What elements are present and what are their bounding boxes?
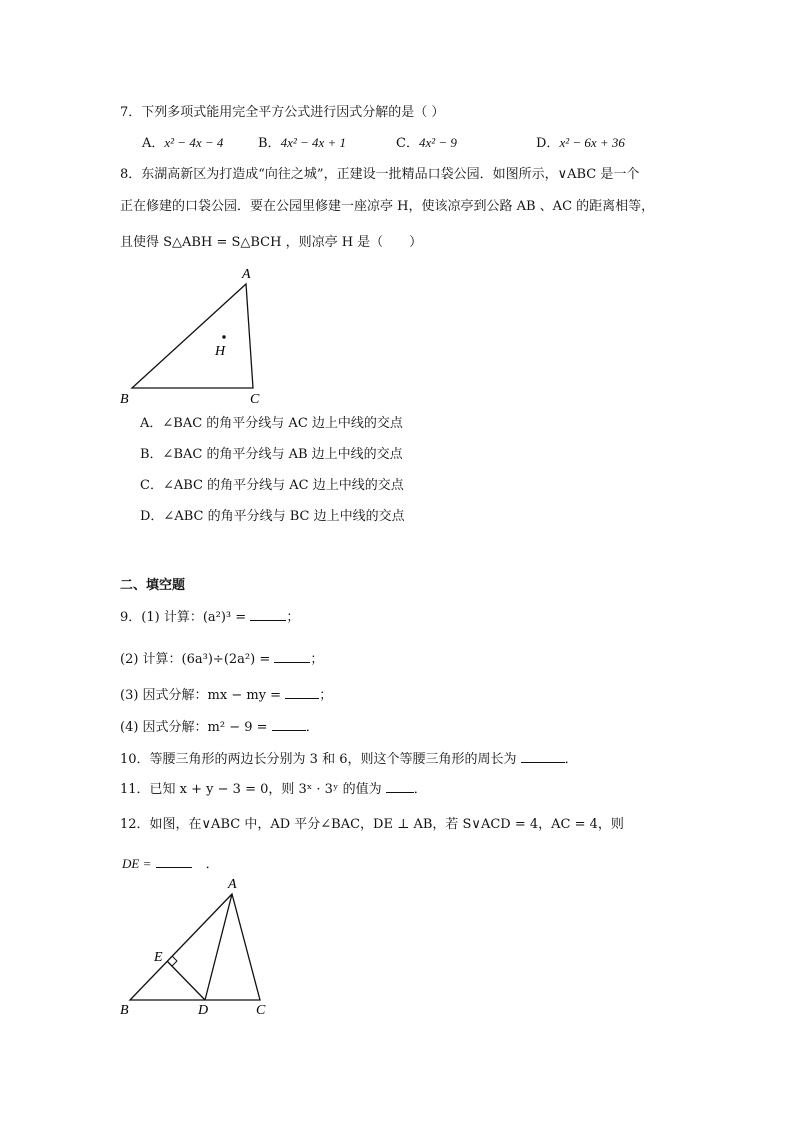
q7-option-c[interactable] — [396, 134, 457, 153]
right-angle-mark — [172, 956, 177, 966]
q11-end: ． — [413, 782, 427, 797]
answer-blank[interactable] — [250, 608, 286, 621]
answer-blank[interactable] — [272, 718, 306, 731]
label-c: C — [256, 1003, 266, 1018]
q8-line3: 且使得 S△ABH = S△BCH ，则凉亭 H 是（ ） — [120, 235, 423, 250]
q7-stem: 7．下列多项式能用完全平方公式进行因式分解的是（ ） — [120, 105, 445, 120]
q7-option-b[interactable] — [258, 134, 346, 153]
label-h: H — [215, 344, 226, 359]
q9-part1-text: 9．(1) 计算：(a²)³ = — [120, 610, 247, 625]
answer-blank[interactable] — [156, 855, 192, 868]
q8-triangle-figure — [110, 262, 290, 412]
q10 — [120, 750, 578, 769]
label-d: D — [198, 1003, 209, 1018]
option-label: B． — [258, 136, 281, 151]
option-expr: 4x² − 4x + 1 — [280, 135, 347, 150]
q8-option-c[interactable]: C．∠ABC 的角平分线与 AC 边上中线的交点 — [140, 478, 404, 493]
segment-ad — [205, 894, 232, 1000]
label-a: A — [228, 877, 237, 892]
q11 — [120, 780, 427, 799]
option-expr: x² − 4x − 4 — [164, 135, 224, 150]
q9-part3-text: (3) 因式分解：mx − my = — [120, 688, 282, 703]
option-expr: 4x² − 9 — [418, 135, 457, 150]
triangle-abc — [132, 284, 253, 388]
option-label: A． — [142, 136, 165, 151]
q9-line2 — [120, 650, 323, 669]
option-expr: x² − 6x + 36 — [559, 135, 625, 150]
answer-blank[interactable] — [386, 780, 414, 793]
answer-blank[interactable] — [274, 650, 310, 663]
label-e: E — [154, 950, 163, 965]
q9-line1 — [120, 608, 299, 627]
q7-option-d[interactable] — [536, 134, 625, 153]
q9-semicolon: ； — [286, 610, 300, 625]
point-h-dot — [222, 335, 225, 338]
label-b: B — [120, 1003, 129, 1018]
triangle-abc — [130, 894, 260, 1000]
q8-line1: 8．东湖高新区为打造成“向往之城”，正建设一批精品口袋公园．如图所示，∨ABC 是一个 — [120, 167, 640, 182]
q10-end: ． — [564, 752, 578, 767]
q9-period: ． — [305, 720, 319, 735]
q12-end: ． — [205, 857, 219, 872]
q8-option-b[interactable]: B．∠BAC 的角平分线与 AB 边上中线的交点 — [140, 447, 403, 462]
label-a: A — [242, 267, 251, 282]
q12-de-text: DE = — [122, 856, 152, 871]
q11-text: 11．已知 x + y − 3 = 0，则 3ˣ · 3ʸ 的值为 — [120, 782, 382, 797]
q8-option-a[interactable]: A．∠BAC 的角平分线与 AC 边上中线的交点 — [140, 416, 403, 431]
q9-semicolon: ； — [319, 688, 333, 703]
q12-line1: 12．如图，在∨ABC 中，AD 平分∠BAC，DE ⊥ AB，若 S∨ACD = 4，AC = 4，则 — [120, 817, 624, 832]
q9-part4-text: (4) 因式分解：m² − 9 = — [120, 720, 268, 735]
section-title: 二、填空题 — [120, 578, 186, 593]
q7-option-a[interactable] — [142, 134, 223, 153]
option-label: C． — [396, 136, 419, 151]
segment-de — [167, 961, 205, 1000]
q10-text: 10．等腰三角形的两边长分别为 3 和 6，则这个等腰三角形的周长为 — [120, 752, 517, 767]
q9-part2-text: (2) 计算：(6a³)÷(2a²) = — [120, 652, 271, 667]
q12-triangle-figure — [110, 872, 280, 1022]
q8-option-d[interactable]: D．∠ABC 的角平分线与 BC 边上中线的交点 — [140, 509, 405, 524]
label-b: B — [120, 392, 129, 407]
q8-line2: 正在修建的口袋公园．要在公园里修建一座凉亭 H，使该凉亭到公路 AB 、AC 的距离相等， — [120, 199, 655, 214]
q9-semicolon: ； — [310, 652, 324, 667]
q9-line4 — [120, 718, 319, 737]
answer-blank[interactable] — [285, 686, 319, 699]
answer-blank[interactable] — [521, 750, 565, 763]
label-c: C — [250, 392, 260, 407]
q9-line3 — [120, 686, 332, 705]
option-label: D． — [536, 136, 560, 151]
